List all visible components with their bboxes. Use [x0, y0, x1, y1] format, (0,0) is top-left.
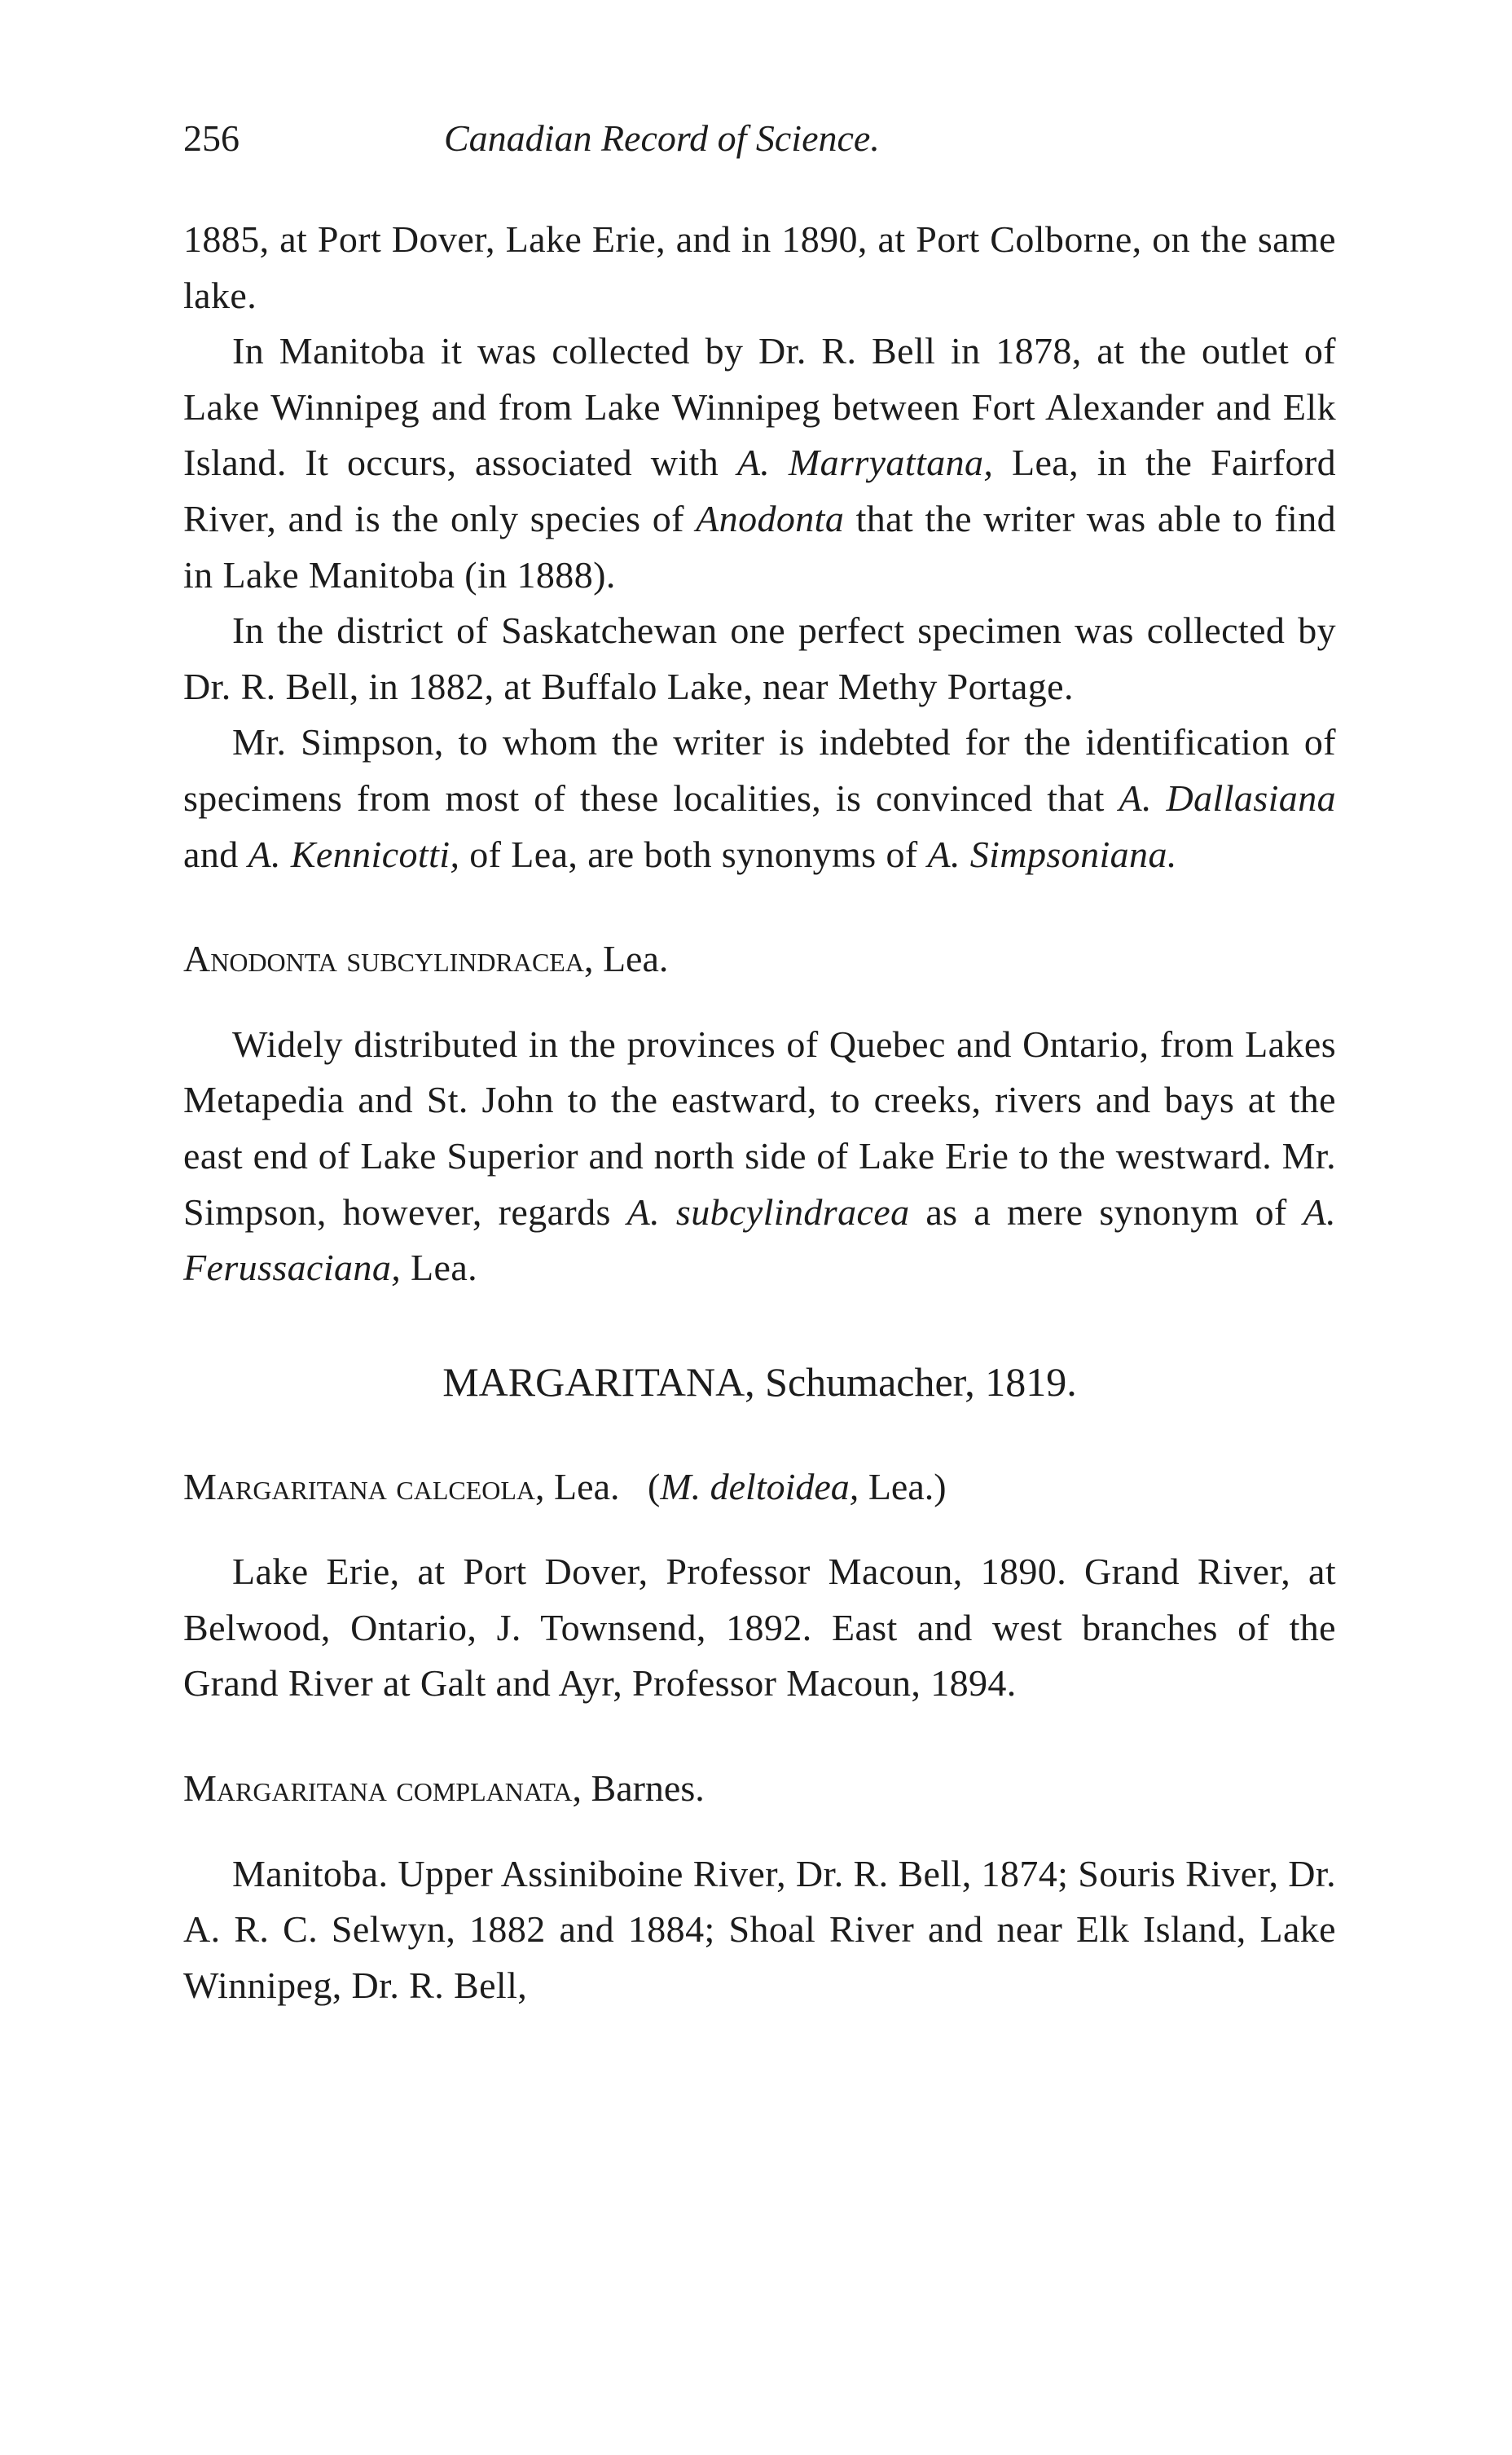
- species-heading-calceola: [183, 1459, 1336, 1516]
- species-name: A. Dallasiana: [1119, 777, 1337, 819]
- page-header: [183, 114, 1336, 163]
- book-page: [183, 114, 1336, 2013]
- paragraph-text: Lea, in the Fairford River, and is the only species of: [183, 442, 1336, 539]
- species-heading-name: Margaritana complanata,: [183, 1767, 582, 1810]
- species-heading-author: Lea.: [593, 938, 669, 980]
- synonym-open: (: [647, 1465, 661, 1507]
- species-name: A. Marryattana,: [736, 442, 994, 484]
- page-number: 256: [183, 117, 240, 159]
- running-title: Canadian Record of Science.: [444, 117, 880, 159]
- paragraph-text: as a mere synonym of: [909, 1190, 1303, 1233]
- paragraph-text: In Manitoba it was collected by Dr. R. Bell in 1878, at the outlet of Lake Winnipeg and from Lake Winnipeg between Fort Alexander and Elk Island. It occurs, associated with: [183, 330, 1336, 484]
- species-name: A. Ferussaciana,: [183, 1190, 1337, 1289]
- paragraph-port-dover: 1885, at Port Dover, Lake Erie, and in 1890, at Port Colborne, on the same lake.: [183, 218, 1336, 316]
- species-heading-author: Barnes.: [582, 1767, 705, 1810]
- paragraph-distribution: [183, 1017, 1336, 1296]
- paragraph-lake-erie: Lake Erie, at Port Dover, Professor Macoun, 1890. Grand River, at Belwood, Ontario, J. Townsend, 1892. East and west branches of the Grand River at Galt and Ayr, Professor Macoun, 1894.: [183, 1551, 1336, 1705]
- species-name: A. subcylindracea: [626, 1190, 910, 1233]
- species-name: A. Simpsoniana.: [927, 833, 1177, 875]
- species-heading-author: Lea.: [544, 1465, 620, 1507]
- genus-heading: MARGARITANA, Schumacher, 1819.: [442, 1358, 1077, 1405]
- paragraph-manitoba-localities: Manitoba. Upper Assiniboine River, Dr. R. Bell, 1874; Souris River, Dr. A. R. C. Selwyn, 1882 and 1884; Shoal River and near Elk Island, Lake Winnipeg, Dr. R. Bell,: [183, 1852, 1336, 2006]
- paragraph-text: of Lea, are both synonyms of: [459, 833, 928, 875]
- paragraph-text: Widely distributed in the provinces of Quebec and Ontario, from Lakes Metapedia and St. John to the eastward, to creeks, rivers and bays at the east end of Lake Superior and north side of Lake Erie to the westward. Mr. Simpson, however, regards: [183, 1023, 1336, 1233]
- paragraph-text: that the writer was able to find in Lake Manitoba (in 1888).: [183, 497, 1336, 596]
- paragraph-simpson: [183, 715, 1336, 882]
- paragraph-text: and: [183, 833, 248, 875]
- synonym-close: Lea.): [859, 1465, 947, 1507]
- paragraph-text: Lea.: [401, 1247, 478, 1289]
- paragraph-text: Mr. Simpson, to whom the writer is indebted for the identification of specimens from most of these localities, is convinced that: [183, 721, 1336, 819]
- paragraph-saskatchewan: In the district of Saskatchewan one perfect specimen was collected by Dr. R. Bell, in 1882, at Buffalo Lake, near Methy Portage.: [183, 609, 1336, 707]
- synonym-name: M. deltoidea,: [660, 1465, 859, 1507]
- species-heading-name: Margaritana calceola,: [183, 1465, 545, 1507]
- species-heading-subcylindracea: [183, 931, 1336, 988]
- species-name: A. Kennicotti,: [248, 833, 460, 875]
- paragraph-manitoba: [183, 323, 1336, 603]
- species-heading-complanata: [183, 1761, 1336, 1817]
- genus-name: Anodonta: [696, 497, 845, 539]
- species-heading-name: Anodonta subcylindracea,: [183, 938, 594, 980]
